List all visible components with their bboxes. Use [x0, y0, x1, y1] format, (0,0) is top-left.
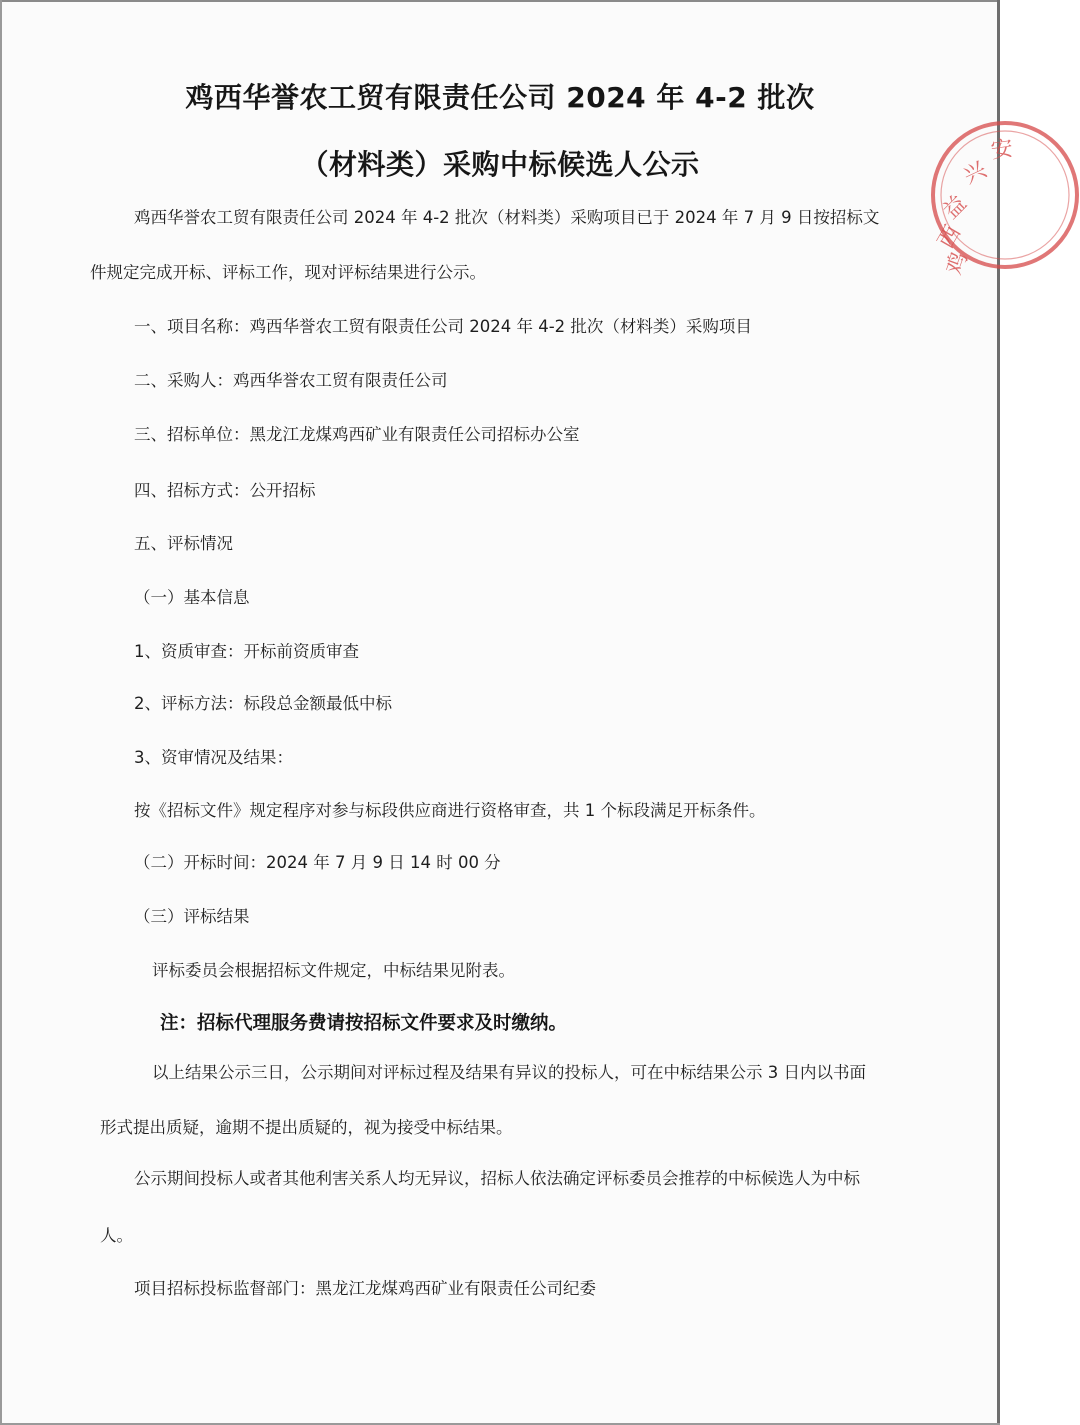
review-result-item: 3、资审情况及结果： — [134, 748, 293, 767]
purchaser-item: 二、采购人：鸡西华誉农工贸有限责任公司 — [134, 371, 448, 390]
evaluation-method-item: 2、评标方法：标段总金额最低中标 — [134, 694, 392, 713]
document-title-line-2: （材料类）采购中标候选人公示 — [300, 148, 700, 181]
evaluation-section-heading: 五、评标情况 — [134, 534, 233, 553]
review-result-detail: 按《招标文件》规定程序对参与标段供应商进行资格审查，共 1 个标段满足开标条件。 — [134, 801, 766, 820]
objection-paragraph-line-2: 形式提出质疑，逾期不提出质疑的，视为接受中标结果。 — [100, 1118, 513, 1137]
intro-paragraph-line-1: 鸡西华誉农工贸有限责任公司 2024 年 4-2 批次（材料类）采购项目已于 2024 年 7 月 9 日按招标文 — [134, 208, 880, 227]
confirmation-paragraph-line-1: 公示期间投标人或者其他利害关系人均无异议，招标人依法确定评标委员会推荐的中标候选人为中标 — [134, 1169, 860, 1188]
evaluation-result-heading: （三）评标结果 — [134, 907, 250, 926]
svg-text:兴: 兴 — [959, 157, 991, 190]
tender-method-item: 四、招标方式：公开招标 — [134, 481, 316, 500]
project-name-item: 一、项目名称：鸡西华誉农工贸有限责任公司 2024 年 4-2 批次（材料类）采购项目 — [134, 317, 752, 336]
basic-info-heading: （一）基本信息 — [134, 588, 250, 607]
bid-opening-time-item: （二）开标时间：2024 年 7 月 9 日 14 时 00 分 — [134, 853, 501, 872]
agency-fee-note: 注：招标代理服务费请按招标文件要求及时缴纳。 — [160, 1013, 568, 1034]
objection-paragraph-line-1: 以上结果公示三日，公示期间对评标过程及结果有异议的投标人，可在中标结果公示 3 日内以书面 — [152, 1063, 866, 1082]
intro-paragraph-line-2: 件规定完成开标、评标工作，现对评标结果进行公示。 — [90, 263, 486, 282]
svg-text:西: 西 — [933, 221, 967, 253]
confirmation-paragraph-line-2: 人。 — [100, 1226, 133, 1245]
document-title-line-1: 鸡西华誉农工贸有限责任公司 2024 年 4-2 批次 — [185, 81, 815, 114]
page-edge-top — [0, 0, 1000, 2]
qualification-review-item: 1、资质审查：开标前资质审查 — [134, 642, 359, 661]
evaluation-result-detail: 评标委员会根据招标文件规定，中标结果见附表。 — [152, 961, 515, 980]
company-seal-stamp — [930, 98, 1080, 293]
svg-text:益: 益 — [938, 190, 972, 225]
supervision-department: 项目招标投标监督部门：黑龙江龙煤鸡西矿业有限责任公司纪委 — [134, 1279, 596, 1298]
svg-text:安: 安 — [989, 136, 1015, 164]
svg-text:鸡: 鸡 — [942, 248, 974, 279]
page-edge-left — [0, 0, 2, 1425]
tendering-unit-item: 三、招标单位：黑龙江龙煤鸡西矿业有限责任公司招标办公室 — [134, 425, 580, 444]
